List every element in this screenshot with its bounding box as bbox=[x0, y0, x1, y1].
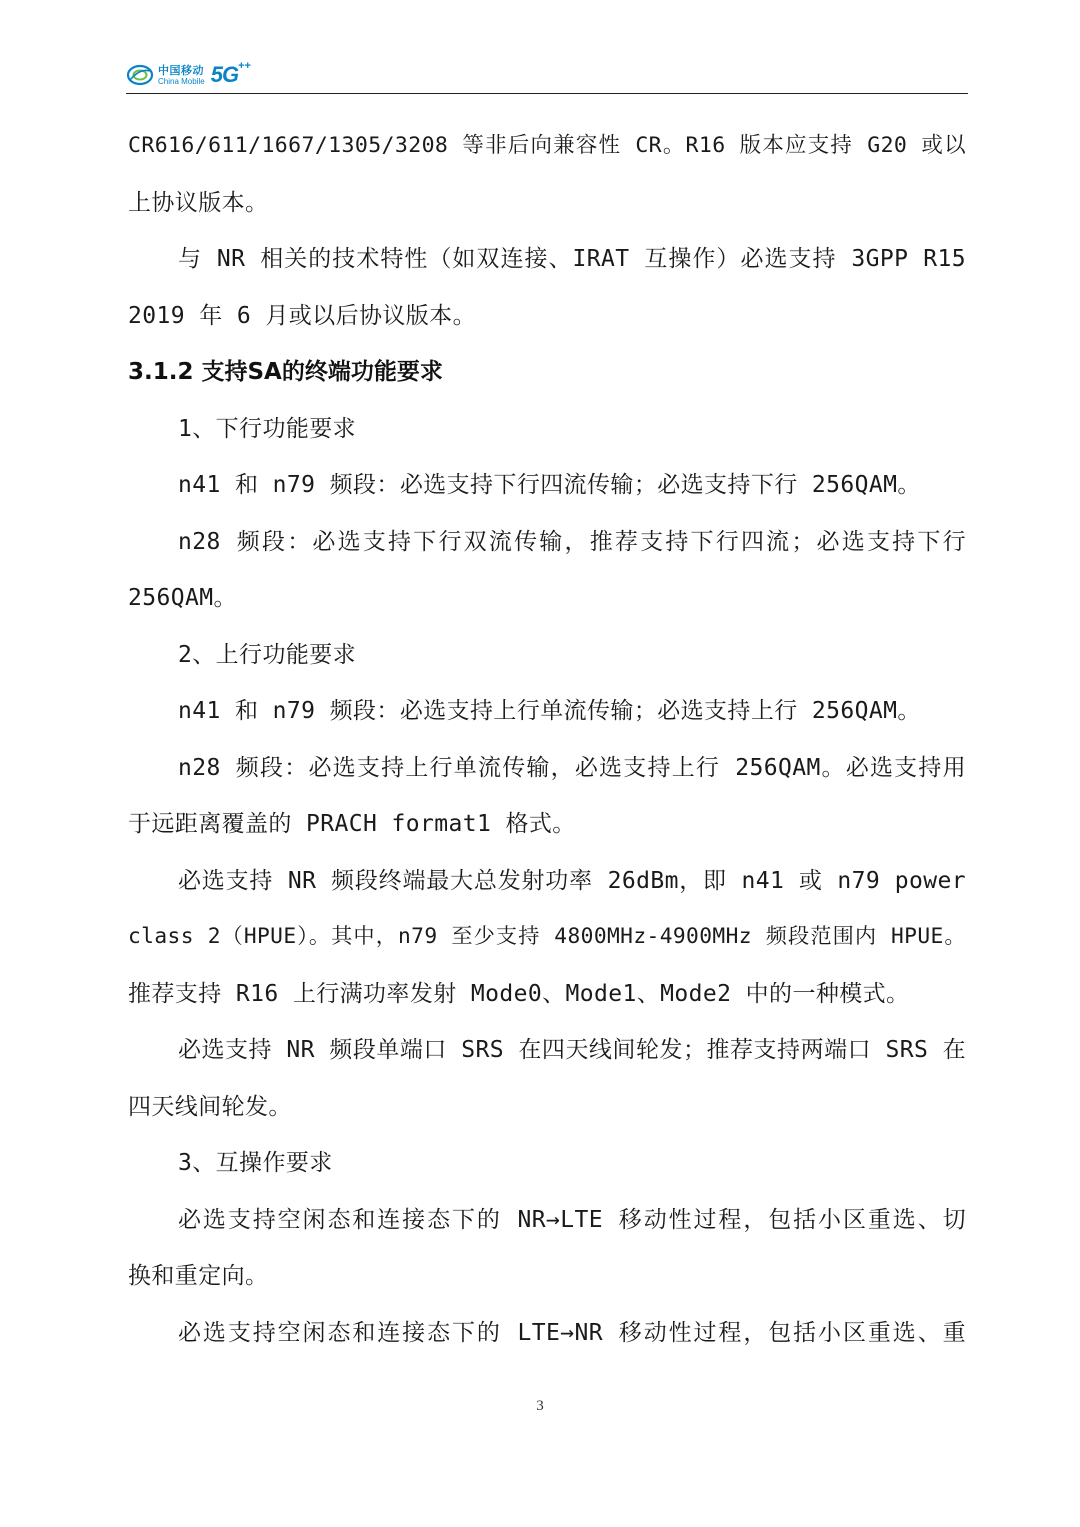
paragraph-line: n28 频段：必选支持下行双流传输，推荐支持下行四流；必选支持下行 bbox=[178, 528, 966, 555]
logo-chinese-text: 中国移动 bbox=[158, 63, 204, 77]
paragraph-line: 与 NR 相关的技术特性（如双连接、IRAT 互操作）必选支持 3GPP R15 bbox=[178, 246, 966, 272]
paragraph-line: 上协议版本。 bbox=[128, 189, 269, 216]
paragraph-line: CR616/611/1667/1305/3208 等非后向兼容性 CR。R16 版本应支持 G20 或以 bbox=[128, 133, 966, 158]
paragraph-line: 2、上行功能要求 bbox=[178, 641, 357, 668]
china-mobile-logo bbox=[126, 62, 251, 88]
paragraph-line: 四天线间轮发。 bbox=[128, 1093, 292, 1120]
paragraph-line: 必选支持 NR 频段终端最大总发射功率 26dBm，即 n41 或 n79 power bbox=[178, 867, 966, 894]
5g-plus-mark: ++ bbox=[238, 60, 251, 72]
paragraph-line: n28 频段：必选支持上行单流传输，必选支持上行 256QAM。必选支持用 bbox=[178, 754, 966, 781]
5g-logo-text: 5G bbox=[210, 62, 239, 87]
paragraph-line: 必选支持空闲态和连接态下的 LTE→NR 移动性过程，包括小区重选、重 bbox=[178, 1319, 966, 1346]
paragraph-line: 256QAM。 bbox=[128, 585, 237, 611]
paragraph-line: 3、互操作要求 bbox=[178, 1150, 333, 1176]
page-header bbox=[126, 58, 968, 96]
paragraph-line: 2019 年 6 月或以后协议版本。 bbox=[128, 302, 476, 329]
page-number: 3 bbox=[536, 1398, 544, 1414]
paragraph-line: 必选支持 NR 频段单端口 SRS 在四天线间轮发；推荐支持两端口 SRS 在 bbox=[178, 1037, 966, 1063]
document-body bbox=[128, 118, 966, 1361]
paragraph-line: class 2（HPUE）。其中，n79 至少支持 4800MHz-4900MHz 频段范围内 HPUE。 bbox=[128, 924, 966, 949]
paragraph-line: n41 和 n79 频段：必选支持上行单流传输；必选支持上行 256QAM。 bbox=[178, 698, 921, 724]
logo-english-text: China Mobile bbox=[158, 76, 205, 86]
5g-plus-logo bbox=[211, 62, 251, 88]
section-heading: 3.1.2 支持SA的终端功能要求 bbox=[128, 359, 443, 385]
paragraph-line: 1、下行功能要求 bbox=[178, 415, 357, 442]
paragraph-line: 于远距离覆盖的 PRACH format1 格式。 bbox=[128, 811, 576, 837]
paragraph-line: 必选支持空闲态和连接态下的 NR→LTE 移动性过程，包括小区重选、切 bbox=[178, 1206, 966, 1233]
paragraph-line: 换和重定向。 bbox=[128, 1263, 269, 1289]
paragraph-line: n41 和 n79 频段：必选支持下行四流传输；必选支持下行 256QAM。 bbox=[178, 472, 921, 498]
header-divider bbox=[126, 93, 968, 94]
paragraph-line: 推荐支持 R16 上行满功率发射 Mode0、Mode1、Mode2 中的一种模式。 bbox=[128, 980, 910, 1007]
china-mobile-logo-icon bbox=[126, 62, 154, 88]
